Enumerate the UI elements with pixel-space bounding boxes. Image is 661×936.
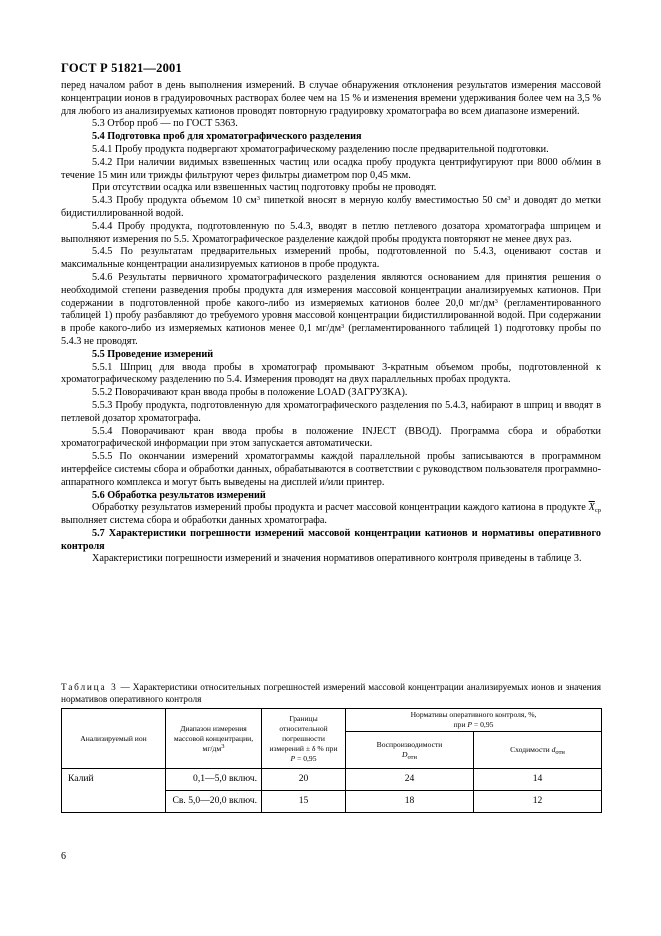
paragraph-5-5-2: 5.5.2 Поворачивают кран ввода пробы в положение LOAD (ЗАГРУЗКА). [92,387,408,399]
cell-convergence: 12 [474,791,602,813]
paragraph-5-4-2: 5.4.2 При наличии видимых взвешенных частиц или осадка пробу продукта центрифугируют при 8000 об/мин в течение 15 мин или трижды фильтруют через фильтры диаметром пор 0,45 мкм. [61,156,601,181]
text: D [402,750,408,759]
cell-range: 0,1—5,0 включ. [166,769,262,791]
superscript: 3 [507,195,511,203]
cell-convergence: 14 [474,769,602,791]
text: Диапазон измерения массовой концентрации, мг/дм [173,723,254,753]
cell-range: Св. 5,0—20,0 включ. [166,791,262,813]
paragraph-5-5-1: 5.5.1 Шприц для ввода пробы в хроматограф промывают 3-кратным объемом пробы, подготовленной к хроматографическому разделению по 5.4. Измерения проводят на двух параллельных пробах продукта. [61,361,601,386]
paragraph-5-4-2-note: При отсутствии осадка или взвешенных частиц подготовку пробы не проводят. [92,182,437,194]
paragraph-5-7: Характеристики погрешности измерений и значения нормативов оперативного контроля приведены в таблице 3. [92,553,582,565]
text: d [551,745,556,754]
page-number: 6 [61,851,66,862]
text: Воспроизводимости [376,740,443,749]
text: = 0,95 [472,720,494,729]
text: 5.4.6 Результаты первичного хроматографического разделения являются основанием для принятия решения о необходимой степени разведения пробы продукта для измерения массовой концентрации анализируемых катионов. При содержании в подготовленной пробе какого-либо из измеряемых катионов более 20,0 мг/дм [61,271,601,309]
cell-reproducibility: 18 [346,791,474,813]
section-heading-5-4: 5.4 Подготовка проб для хроматографического разделения [92,131,362,143]
table-caption-text: — Характеристики относительных погрешностей измерений массовой концентрации анализируемых ионов и значения нормативов оперативного контроля [61,683,602,705]
document-body [61,80,601,566]
text: Нормативы оперативного контроля, %, [410,710,537,719]
subscript: отн [555,749,565,756]
text: = 0,95 [295,753,317,763]
header-bounds [262,709,346,769]
text: Границы относительной погрешности измерений ± δ % при [269,713,338,753]
paragraph-5-5-5: 5.5.5 По окончании измерений хроматограммы каждой параллельной пробы записываются в программном интерфейсе системы сбора и обработки данных, обрабатываются в соответствии с руководством пользователя программно-аппаратного комплекса и могут быть выведены на дисплей и/или принтер. [61,451,601,488]
text: P [290,753,296,763]
paragraph-5-4-4: 5.4.4 Пробу продукта, подготовленную по 5.4.3, вводят в петлю петлевого дозатора хроматографа шприцем и выполняют измерения по 5.5. Хроматографическое разделение каждой пробы продукта повторяют не менее двух раз. [61,220,601,245]
text: P [467,720,473,729]
paragraph-5-4-1: 5.4.1 Пробу продукта подвергают хроматографическому разделению после предварительной подготовки. [92,143,549,155]
superscript: 3 [256,195,260,203]
superscript: 3 [221,742,225,750]
text: (регламентированного таблицей 1) пробу разбавляют до требуемого уровня массовой концентрации бидистиллированной водой. При содержании в пробе какого-либо из измеряемых катионов менее 0,1 мг/дм [61,297,602,335]
header-norms [346,709,602,732]
text: при [453,720,468,729]
header-ion: Анализируемый ион [62,709,166,769]
text: выполняет система сбора и обработки данных хроматографа. [61,515,327,527]
table-row [62,769,602,791]
table-caption [61,683,601,706]
text: Сходимости [510,745,552,754]
paragraph-5-6 [61,502,601,528]
document-title: ГОСТ Р 51821—2001 [61,61,182,75]
paragraph-5-3: 5.3 Отбор проб — по ГОСТ 5363. [92,118,238,130]
paragraph: перед началом работ в день выполнения измерений. В случае обнаружения отклонения результатов измерения массовой концентрации ионов в градуировочных растворах более чем на 15 % и изменения времени удерживания более чем на 3,5 % для любого из анализируемых катионов проводят повторную градуировку хроматографа во всем диапазоне измерений. [61,80,601,117]
header-reproducibility [346,732,474,769]
text: Обработку результатов измерений пробы продукта и расчет массовой концентрации каждого катиона в продукте [92,502,589,514]
text: и доводят до метки бидистиллированной водой. [61,195,601,219]
paragraph-5-4-6 [61,272,601,349]
data-table [61,708,602,813]
cell-ion: Калий [62,769,166,813]
subscript: ср [594,507,601,515]
cell-delta: 15 [262,791,346,813]
cell-delta: 20 [262,769,346,791]
paragraph-5-5-4: 5.5.4 Поворачивают кран ввода пробы в положение INJECT (ВВОД). Программа сбора и обработки хроматографической информации при этом запускается автоматически. [61,425,601,450]
section-heading-5-7: 5.7 Характеристики погрешности измерений массовой концентрации катионов и нормативы оперативного контроля [61,527,601,552]
superscript: 3 [494,297,498,305]
x-mean-symbol: $\overline{X}$ [588,502,595,514]
paragraph-5-4-5: 5.4.5 По результатам предварительных измерений пробы, подготовленной по 5.4.3, оценивают состав и максимальные концентрации анализируемых катионов в пробе продукта. [61,246,601,271]
section-heading-5-6: 5.6 Обработка результатов измерений [92,489,266,501]
table-label: Таблица 3 [61,683,118,693]
text: (регламентированного таблицей 1) подготовку пробы по 5.4.3 не проводят. [61,323,601,347]
cell-reproducibility: 24 [346,769,474,791]
text: пипеткой вносят в мерную колбу вместимостью 50 см [259,195,508,207]
superscript: 3 [341,323,345,331]
paragraph-5-5-3: 5.5.3 Пробу продукта, подготовленную для хроматографического разделения по 5.4.3, набирают в шприц и вводят в петлевой дозатор хроматографа. [61,399,601,424]
header-convergence [474,732,602,769]
section-heading-5-5: 5.5 Проведение измерений [92,348,214,360]
header-range [166,709,262,769]
text: 5.4.3 Пробу продукта объемом 10 см [92,195,257,207]
table-header-row [62,709,602,732]
subscript: отн [407,754,417,761]
paragraph-5-4-3 [61,195,601,221]
